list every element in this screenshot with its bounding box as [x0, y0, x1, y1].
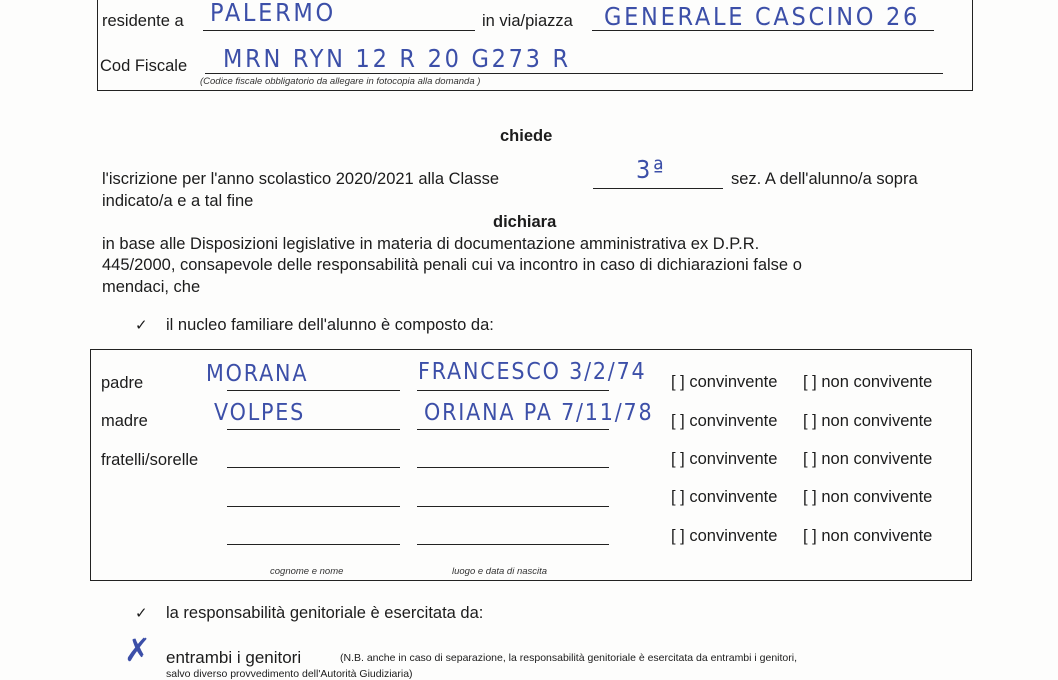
via-value[interactable]: GENERALE CASCINO 26 — [604, 2, 921, 31]
row-nonconv-checkbox[interactable]: [ ] non convivente — [803, 373, 933, 391]
row-cognome-value[interactable]: MORANA — [206, 361, 309, 387]
residente-value[interactable]: PALERMO — [210, 0, 336, 27]
row-luogo-line[interactable] — [417, 544, 609, 545]
nucleo-label: il nucleo familiare dell'alunno è composto da: — [166, 316, 494, 334]
row-luogo-line — [417, 390, 609, 391]
dichiara-heading: dichiara — [493, 213, 557, 231]
row-conv-checkbox[interactable]: [ ] convinvente — [671, 373, 778, 391]
row-label-padre: padre — [101, 374, 144, 392]
caption-luogo: luogo e data di nascita — [452, 566, 548, 577]
caption-cognome: cognome e nome — [270, 566, 344, 577]
row-conv-checkbox[interactable]: [ ] convinvente — [671, 412, 778, 430]
row-nonconv-checkbox[interactable]: [ ] non convivente — [803, 488, 933, 506]
row-luogo-value[interactable]: FRANCESCO 3/2/74 — [418, 359, 647, 385]
row-nonconv-checkbox[interactable]: [ ] non convivente — [803, 412, 933, 430]
dichiara-line2: 445/2000, consapevole delle responsabilità penali cui va incontro in caso di dichiarazioni false o — [102, 256, 802, 274]
classe-line — [593, 188, 723, 189]
row-conv-checkbox[interactable]: [ ] convinvente — [671, 527, 778, 545]
cf-value[interactable]: MRN RYN 12 R 20 G273 R — [223, 44, 571, 73]
cf-note: (Codice fiscale obbligatorio da allegare in fotocopia alla domanda ) — [200, 76, 481, 87]
row-nonconv-checkbox[interactable]: [ ] non convivente — [803, 527, 933, 545]
row-nonconv-checkbox[interactable]: [ ] non convivente — [803, 450, 933, 468]
dichiara-line1: in base alle Disposizioni legislative in materia di documentazione amministrativa ex D.P.R. — [102, 235, 760, 253]
x-mark-icon[interactable]: ✗ — [124, 632, 151, 668]
row-cognome-line[interactable] — [227, 467, 400, 468]
via-label: in via/piazza — [482, 12, 573, 30]
chiede-heading: chiede — [500, 127, 553, 145]
iscrizione-line2: indicato/a e a tal fine — [102, 192, 254, 210]
classe-value[interactable]: 3ª — [636, 155, 667, 184]
row-cognome-value[interactable]: VOLPES — [214, 400, 306, 426]
check-icon: ✓ — [135, 605, 148, 622]
dichiara-line3: mendaci, che — [102, 278, 201, 296]
row-luogo-line[interactable] — [417, 506, 609, 507]
entrambi-label: entrambi i genitori — [166, 648, 302, 667]
residente-label: residente a — [102, 12, 184, 30]
check-icon: ✓ — [135, 317, 148, 334]
iscrizione-text: l'iscrizione per l'anno scolastico 2020/2021 alla Classe — [102, 170, 500, 188]
row-luogo-line — [417, 429, 609, 430]
row-cognome-line — [227, 390, 400, 391]
row-label-madre: madre — [101, 412, 148, 430]
row-conv-checkbox[interactable]: [ ] convinvente — [671, 488, 778, 506]
responsabilita-label: la responsabilità genitoriale è esercitata da: — [166, 604, 484, 622]
residente-line — [203, 30, 475, 31]
row-cognome-line[interactable] — [227, 544, 400, 545]
row-luogo-line[interactable] — [417, 467, 609, 468]
iscrizione-sez: sez. A dell'alunno/a sopra — [731, 170, 918, 188]
row-cognome-line — [227, 429, 400, 430]
cf-line — [205, 73, 943, 74]
cf-label: Cod Fiscale — [100, 57, 188, 75]
row-luogo-value[interactable]: ORIANA PA 7/11/78 — [424, 400, 654, 426]
entrambi-note: (N.B. anche in caso di separazione, la responsabilità genitoriale è esercitata da entrambi i genitori, — [340, 652, 798, 664]
entrambi-note2: salvo diverso provvedimento dell'Autorità Giudiziaria) — [166, 668, 413, 680]
row-cognome-line[interactable] — [227, 506, 400, 507]
row-label-fratelli: fratelli/sorelle — [101, 451, 199, 469]
row-conv-checkbox[interactable]: [ ] convinvente — [671, 450, 778, 468]
